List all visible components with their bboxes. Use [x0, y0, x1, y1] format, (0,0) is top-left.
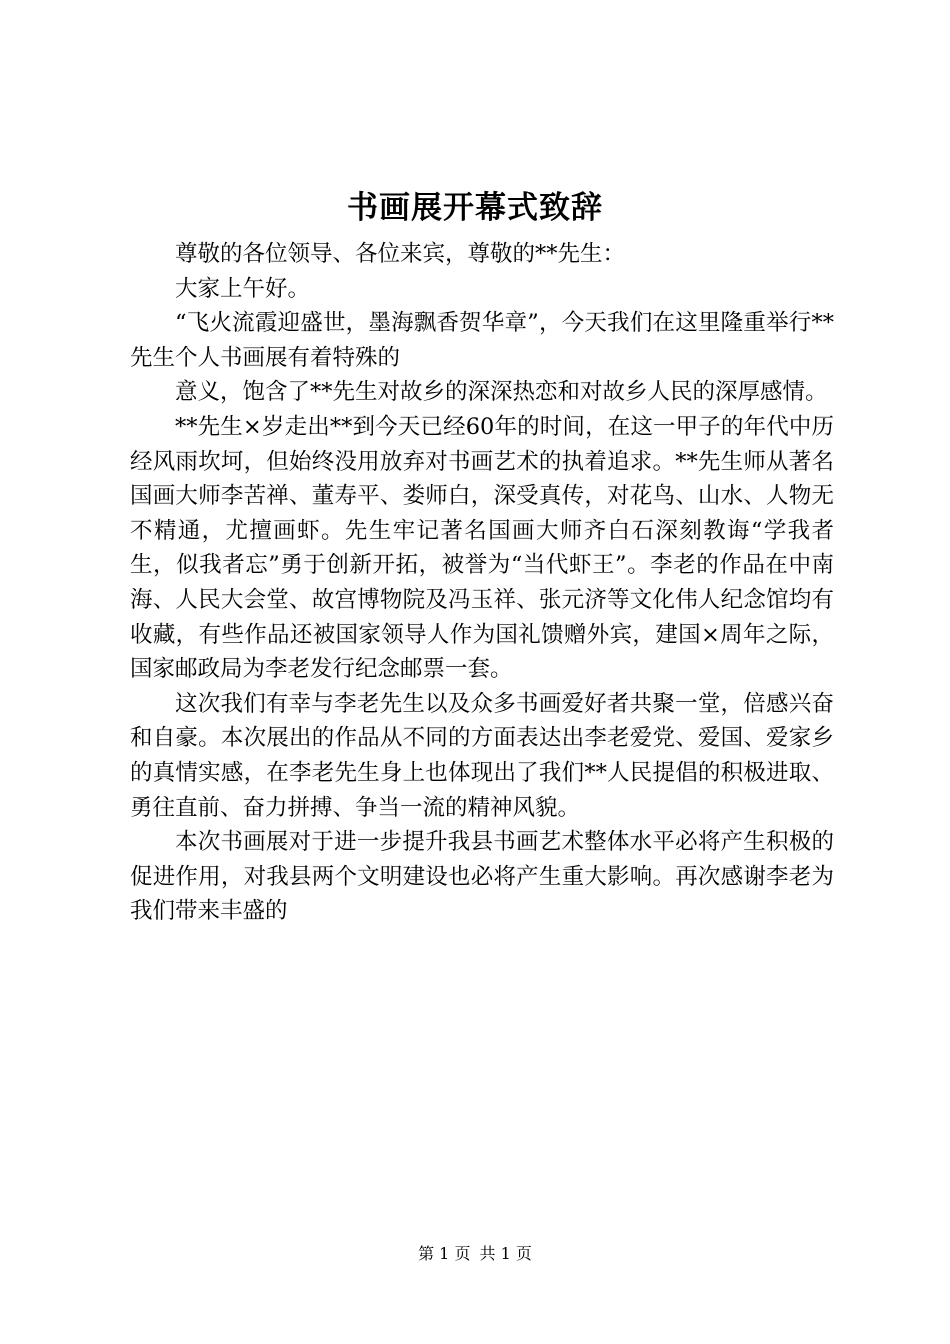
greeting-paragraph: 大家上午好。 — [175, 275, 311, 302]
document-body — [130, 237, 834, 929]
closing-paragraph: 本次书画展对于进一步提升我县书画艺术整体水平必将产生积极的促进作用，对我县两个文明建设也必将产生重大影响。再次感谢李老为我们带来丰盛的 — [130, 829, 834, 925]
exhibition-paragraph: 这次我们有幸与李老先生以及众多书画爱好者共聚一堂，倍感兴奋和自豪。本次展出的作品从不同的方面表达出李老爱党、爱国、爱家乡的真情实感，在李老先生身上也体现出了我们**人民提倡的积极进取、勇往直前、奋力拼搏、争当一流的精神风貌。 — [130, 690, 834, 821]
page-total: 共 1 页 — [479, 1244, 532, 1263]
biography-paragraph: **先生×岁走出**到今天已经60年的时间，在这一甲子的年代中历经风雨坎坷，但始终没用放弃对书画艺术的执着追求。**先生师从著名国画大师李苦禅、董寿平、娄师白，深受真传，对花鸟、山水、人物无不精通，尤擅画虾。先生牢记著名国画大师齐白石深刻教诲“学我者生，似我者忘”勇于创新开拓，被誉为“当代虾王”。李老的作品在中南海、人民大会堂、故宫博物院及冯玉祥、张元济等文化伟人纪念馆均有收藏，有些作品还被国家领导人作为国礼馈赠外宾，建国×周年之际，国家邮政局为李老发行纪念邮票一套。 — [130, 413, 834, 683]
page-footer — [0, 1243, 950, 1265]
opening-paragraph: “飞火流霞迎盛世，墨海飘香贺华章”，今天我们在这里隆重举行**先生个人书画展有着特殊的 — [130, 310, 834, 371]
page-number: 第 1 页 — [418, 1244, 471, 1263]
document-title: 书画展开幕式致辞 — [347, 190, 603, 226]
meaning-paragraph: 意义，饱含了**先生对故乡的深深热恋和对故乡人民的深厚感情。 — [175, 379, 828, 406]
salutation-paragraph: 尊敬的各位领导、各位来宾，尊敬的**先生： — [175, 241, 626, 267]
